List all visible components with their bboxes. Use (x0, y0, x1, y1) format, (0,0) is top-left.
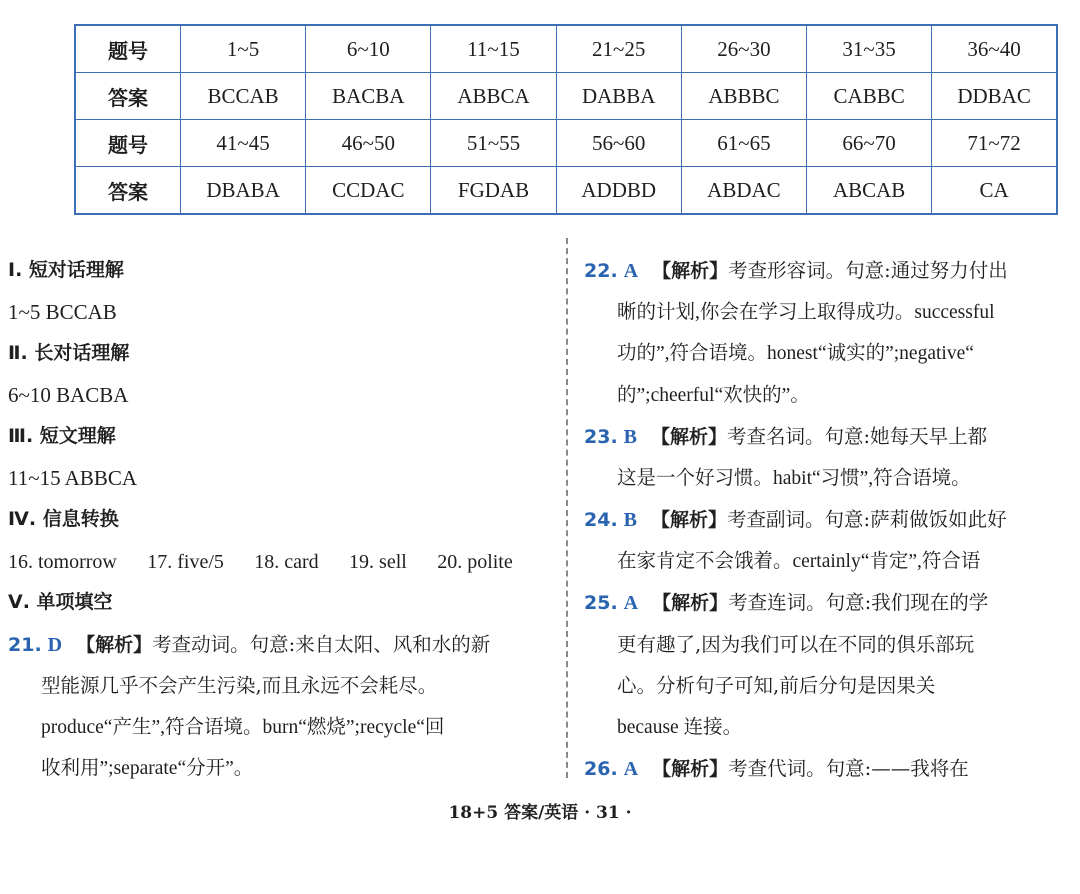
analysis-text: 考查形容词。句意:通过努力付出 (728, 259, 1008, 282)
table-cell: BCCAB (181, 73, 306, 120)
question-number: 22. (584, 260, 618, 282)
right-column (584, 250, 1080, 790)
table-cell: 46~50 (306, 120, 431, 167)
table-cell: CA (932, 167, 1057, 215)
fill-answer: 20. polite (437, 550, 513, 573)
table-cell: CABBC (807, 73, 932, 120)
table-row (75, 167, 1057, 215)
row-header: 答案 (75, 167, 181, 215)
row-header: 题号 (75, 25, 181, 73)
analysis-text: produce“产生”,符合语境。burn“燃烧”;recycle“回 (41, 716, 445, 738)
table-cell: ABBBC (681, 73, 806, 120)
section-answer: 6~10 BACBA (8, 382, 129, 407)
table-row (75, 73, 1057, 120)
table-cell: 26~30 (681, 25, 806, 73)
table-cell: 21~25 (556, 25, 681, 73)
analysis-text: 考查代词。句意:——我将在 (728, 757, 969, 780)
table-cell: ADDBD (556, 167, 681, 215)
left-column (8, 250, 556, 790)
page-footer: 18+5 答案/英语 · 31 · (448, 803, 632, 823)
section-heading: Ⅱ. 长对话理解 (8, 342, 130, 364)
question-number: 26. (584, 758, 618, 780)
table-cell: 36~40 (932, 25, 1057, 73)
table-cell: 56~60 (556, 120, 681, 167)
analysis-text: 功的”,符合语境。honest“诚实的”;negative“ (617, 343, 974, 364)
fill-answer: 19. sell (349, 550, 407, 573)
question-answer: D (47, 633, 63, 656)
table-cell: ABBCA (431, 73, 556, 120)
table-cell: ABDAC (681, 167, 806, 215)
analysis-text: 心。分析句子可知,前后分句是因果关 (617, 674, 936, 697)
fill-answer: 17. five/5 (147, 550, 224, 573)
section-heading: Ⅳ. 信息转换 (8, 508, 119, 530)
table-cell: CCDAC (306, 167, 431, 215)
question-number: 24. (584, 509, 618, 531)
analysis-text: 收利用”;separate“分开”。 (41, 758, 254, 779)
answer-key-table (74, 24, 1058, 215)
table-cell: 31~35 (807, 25, 932, 73)
question-25 (584, 582, 1080, 748)
analysis-text: 考查连词。句意:我们现在的学 (728, 591, 989, 614)
table-row (75, 25, 1057, 73)
table-cell: DBABA (181, 167, 306, 215)
analysis-tag: 【解析】 (651, 509, 728, 531)
analysis-tag: 【解析】 (652, 758, 729, 780)
question-26 (584, 748, 1080, 790)
table-cell: 6~10 (306, 25, 431, 73)
analysis-text: 考查副词。句意:萨莉做饭如此好 (727, 508, 1007, 531)
analysis-tag: 【解析】 (76, 633, 153, 656)
analysis-text: 在家肯定不会饿着。certainly“肯定”,符合语 (617, 550, 981, 572)
question-number: 21. (8, 633, 42, 656)
section-answer: 11~15 ABBCA (8, 465, 138, 490)
table-cell: ABCAB (807, 167, 932, 215)
table-cell: 1~5 (181, 25, 306, 73)
analysis-tag: 【解析】 (651, 426, 728, 448)
question-22 (584, 250, 1080, 416)
analysis-text: 考查名词。句意:她每天早上都 (727, 425, 988, 448)
section-heading: Ⅲ. 短文理解 (8, 425, 116, 447)
analysis-tag: 【解析】 (652, 592, 729, 614)
info-transfer-answers (8, 541, 556, 583)
question-answer: B (623, 509, 638, 531)
question-answer: A (623, 592, 639, 614)
table-row (75, 120, 1057, 167)
fill-answer: 18. card (254, 550, 319, 573)
analysis-text: 考查动词。句意:来自太阳、风和水的新 (152, 632, 491, 656)
question-answer: A (623, 260, 639, 282)
column-divider (566, 238, 568, 778)
row-header: 题号 (75, 120, 181, 167)
analysis-text: 这是一个好习惯。habit“习惯”,符合语境。 (617, 467, 971, 489)
analysis-tag: 【解析】 (652, 260, 729, 282)
table-cell: BACBA (306, 73, 431, 120)
analysis-text: 的”;cheerful“欢快的”。 (617, 384, 810, 406)
section-heading: Ⅰ. 短对话理解 (8, 259, 124, 281)
question-answer: A (623, 758, 639, 780)
analysis-text: 型能源几乎不会产生污染,而且永远不会耗尽。 (41, 674, 438, 697)
section-answer: 1~5 BCCAB (8, 299, 117, 324)
table-cell: 71~72 (932, 120, 1057, 167)
row-header: 答案 (75, 73, 181, 120)
fill-answer: 16. tomorrow (8, 550, 117, 573)
analysis-text: because 连接。 (617, 716, 743, 738)
question-24 (584, 499, 1080, 582)
question-number: 25. (584, 592, 618, 614)
table-cell: 11~15 (431, 25, 556, 73)
table-cell: DABBA (556, 73, 681, 120)
question-23 (584, 416, 1080, 499)
section-heading: Ⅴ. 单项填空 (8, 591, 113, 613)
table-cell: DDBAC (932, 73, 1057, 120)
question-number: 23. (584, 426, 618, 448)
question-21 (8, 624, 556, 790)
table-cell: 61~65 (681, 120, 806, 167)
analysis-text: 更有趣了,因为我们可以在不同的俱乐部玩 (617, 632, 975, 656)
table-cell: 51~55 (431, 120, 556, 167)
table-cell: 66~70 (807, 120, 932, 167)
analysis-text: 晰的计划,你会在学习上取得成功。successful (617, 301, 995, 323)
table-cell: FGDAB (431, 167, 556, 215)
question-answer: B (623, 426, 638, 448)
table-cell: 41~45 (181, 120, 306, 167)
